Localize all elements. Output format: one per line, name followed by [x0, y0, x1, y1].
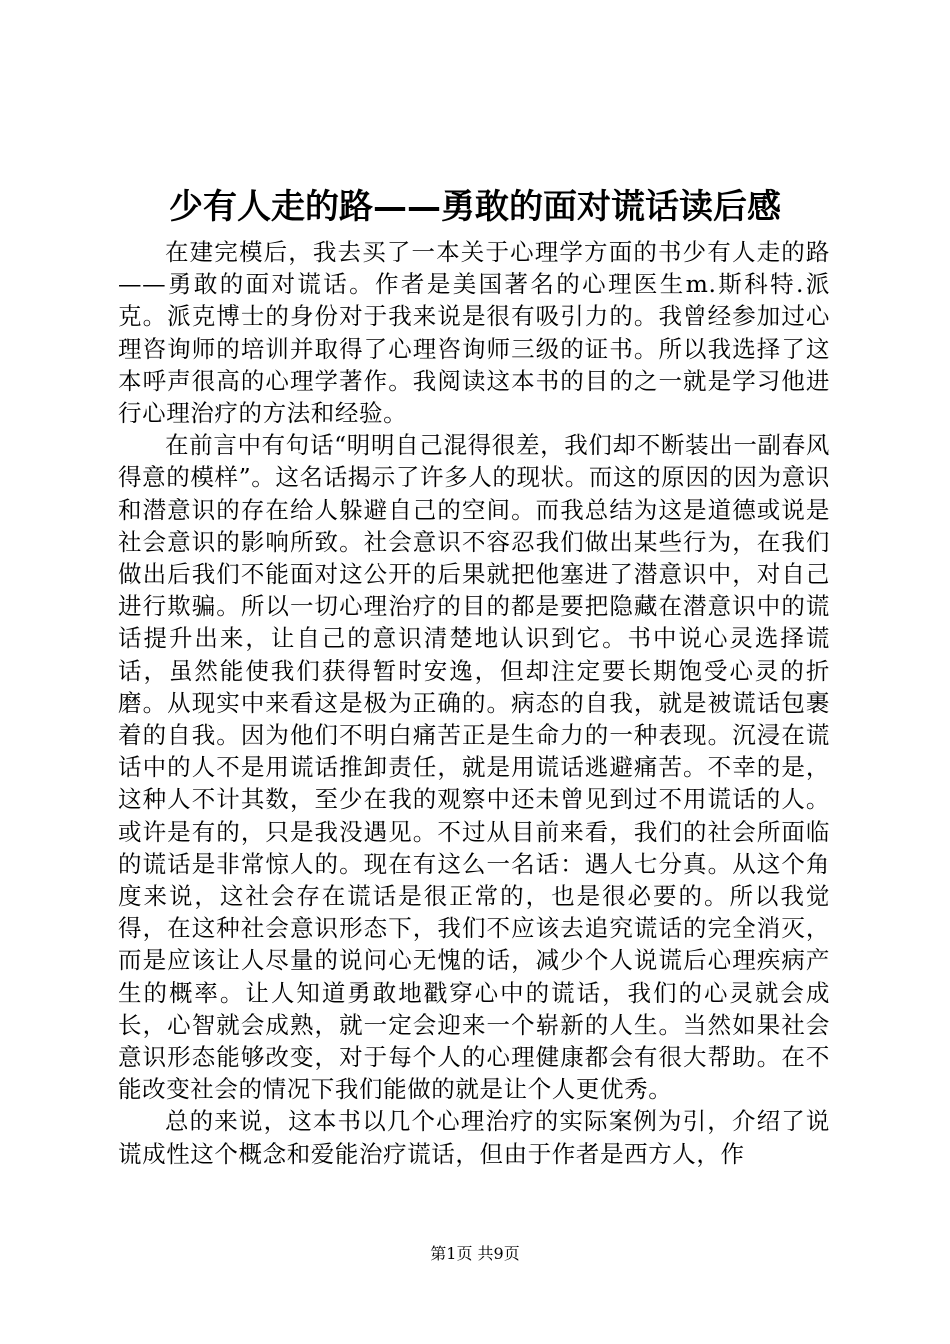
paragraph-2: 在前言中有句话“明明自己混得很差，我们却不断装出一副春风得意的模样”。这名话揭示了许多人的现状。而这的原因的因为意识和潜意识的存在给人躲避自己的空间。而我总结为这是道德或说是社会意识的影响所致。社会意识不容忍我们做出某些行为，在我们做出后我们不能面对这公开的后果就把他塞进了潜意识中，对自己进行欺骗。所以一切心理治疗的目的都是要把隐藏在潜意识中的谎话提升出来，让自己的意识清楚地认识到它。书中说心灵选择谎话，虽然能使我们获得暂时安逸，但却注定要长期饱受心灵的折磨。从现实中来看这是极为正确的。病态的自我，就是被谎话包裹着的自我。因为他们不明白痛苦正是生命力的一种表现。沉浸在谎话中的人不是用谎话推卸责任，就是用谎话逃避痛苦。不幸的是，这种人不计其数，至少在我的观察中还未曾见到过不用谎话的人。或许是有的，只是我没遇见。不过从目前来看，我们的社会所面临的谎话是非常惊人的。现在有这么一名话：遇人七分真。从这个角度来说，这社会存在谎话是很正常的，也是很必要的。所以我觉得，在这种社会意识形态下，我们不应该去追究谎话的完全消灭，而是应该让人尽量的说问心无愧的话，减少个人说谎后心理疾病产生的概率。让人知道勇敢地戳穿心中的谎话，我们的心灵就会成长，心智就会成熟，就一定会迎来一个崭新的人生。当然如果社会意识形态能够改变，对于每个人的心理健康都会有很大帮助。在不能改变社会的情况下我们能做的就是让个人更优秀。 — [118, 431, 830, 1104]
page-number-footer: 第1页 共9页 — [430, 1244, 520, 1263]
paragraph-3: 总的来说，这本书以几个心理治疗的实际案例为引，介绍了说谎成性这个概念和爱能治疗谎话，但由于作者是西方人，作 — [118, 1107, 830, 1168]
paragraph-1: 在建完模后，我去买了一本关于心理学方面的书少有人走的路——勇敢的面对谎话。作者是美国著名的心理医生m.斯科特.派克。派克博士的身份对于我来说是很有吸引力的。我曾经参加过心理咨询师的培训并取得了心理咨询师三级的证书。所以我选择了这本呼声很高的心理学著作。我阅读这本书的目的之一就是学习他进行心理治疗的方法和经验。 — [118, 238, 830, 428]
document-title: 少有人走的路——勇敢的面对谎话读后感 — [169, 187, 781, 227]
document-body — [118, 236, 830, 1186]
